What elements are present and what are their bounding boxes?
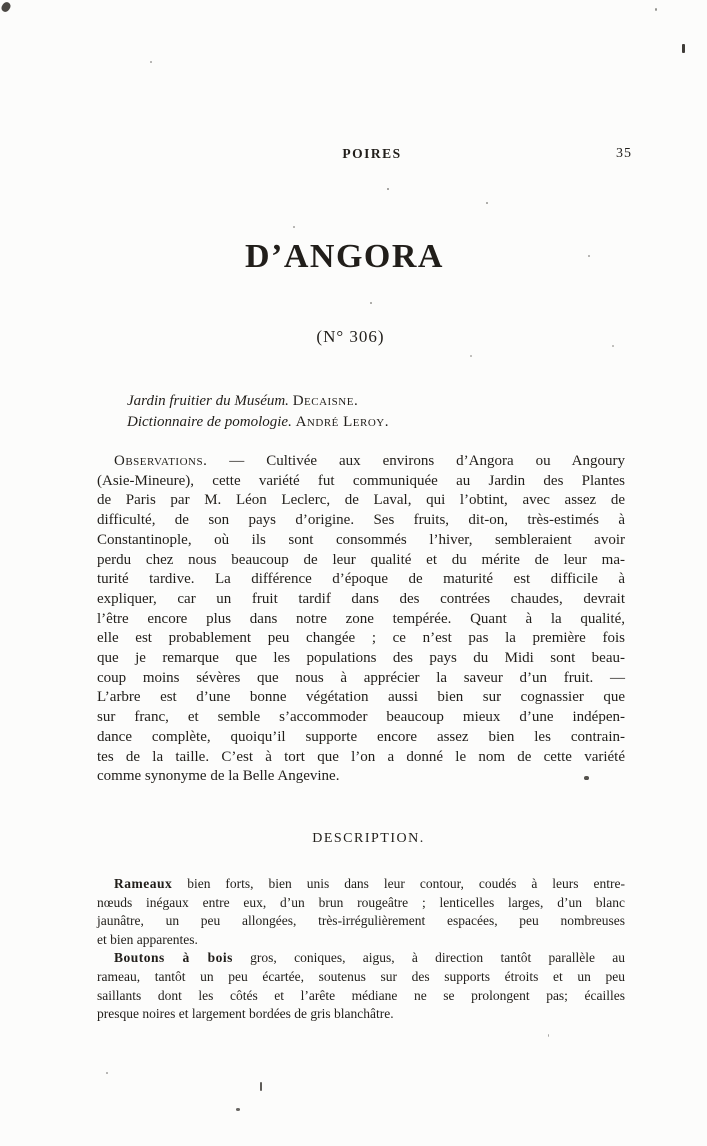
text-line — [97, 452, 625, 472]
text-line: nœuds inégaux entre eux, d’un brun rougeâtre ; lenticelles larges, d’un blanc — [97, 894, 625, 910]
text-run: — Cultivée aux environs d’Angora ou Angoury — [207, 453, 625, 469]
reference-author: Decaisne. — [292, 393, 359, 409]
text-line: presque noires et largement bordées de gris blanchâtre. — [97, 1006, 394, 1022]
text-line: jaunâtre, un peu allongées, très-irrégulièrement espacées, peu nombreuses — [97, 913, 625, 929]
scan-speck — [293, 226, 295, 228]
scan-speck — [548, 1034, 549, 1037]
scan-speck — [588, 255, 590, 257]
text-line: Constantinople, où ils sont consommés l’hiver, sembleraient avoir — [97, 531, 625, 548]
text-line: de Paris par M. Léon Leclerc, de Laval, qui l’obtint, avec assez de — [97, 492, 625, 509]
scan-speck — [612, 345, 614, 347]
scan-speck — [260, 1082, 262, 1091]
scan-speck — [370, 302, 372, 304]
text-line — [97, 949, 625, 968]
text-run: bien forts, bien unis dans leur contour, coudés à leurs entre- — [172, 876, 625, 891]
paragraph-lead: Rameaux — [114, 876, 173, 891]
text-line: et bien apparentes. — [97, 931, 198, 947]
page-number: 35 — [616, 146, 632, 161]
running-title: POIRES — [342, 146, 402, 161]
observations-paragraph — [97, 452, 625, 787]
text-line — [97, 875, 625, 894]
scan-speck — [584, 776, 589, 780]
text-line: saillants dont les côtés et l’arête médiane ne se prolongent pas; écailles — [97, 987, 625, 1003]
text-line: que je remarque que les populations des pays du Midi sont beau- — [97, 650, 625, 667]
reference-work: Jardin fruitier du Muséum. — [127, 393, 289, 409]
text-line: turité tardive. La différence d’époque de maturité est difficile à — [97, 571, 625, 588]
reference-item — [127, 391, 389, 412]
text-line: comme synonyme de la Belle Angevine. — [97, 768, 340, 785]
reference-work: Dictionnaire de pomologie. — [127, 414, 292, 430]
scan-speck — [486, 202, 488, 204]
text-line: L’arbre est d’une bonne végétation aussi bien sur cognassier que — [97, 689, 625, 706]
scan-speck — [387, 188, 389, 190]
text-line: expliquer, car un fruit tardif dans des contrées chaudes, devrait — [97, 590, 625, 607]
text-line: tes de la taille. C’est à tort que l’on a donné le nom de cette variété — [97, 748, 625, 765]
scan-speck — [150, 61, 152, 63]
scan-speck — [470, 355, 472, 357]
text-line: coup moins sévères que nous à apprécier la saveur d’un fruit. — — [97, 669, 625, 686]
page-header — [97, 146, 632, 164]
text-line: (Asie-Mineure), cette variété fut communiquée au Jardin des Plantes — [97, 472, 625, 489]
reference-author: André Leroy. — [295, 414, 389, 430]
text-run: gros, coniques, aigus, à direction tantôt parallèle au — [232, 950, 625, 966]
scan-speck — [236, 1108, 240, 1111]
text-line: dance complète, quoiqu’il supporte encore assez bien les contrain- — [97, 728, 625, 745]
description-heading: DESCRIPTION. — [312, 831, 425, 846]
variety-number: (N° 306) — [316, 327, 385, 346]
page-title: D’ANGORA — [245, 238, 444, 275]
text-line: sur franc, et semble s’accommoder beaucoup mieux d’une indépen- — [97, 709, 625, 726]
description-section — [97, 875, 625, 1024]
scan-speck — [106, 1072, 108, 1074]
scan-speck — [682, 44, 685, 53]
paragraph-lead: Observations. — [114, 453, 208, 469]
scan-speck — [655, 8, 657, 11]
text-line: elle est probablement peu changée ; ce n’est pas la première fois — [97, 630, 625, 647]
boutons-paragraph — [97, 949, 625, 1023]
paragraph-lead: Boutons à bois — [114, 950, 233, 966]
scan-speck — [0, 1, 12, 14]
text-line: perdu chez nous beaucoup de leur qualité et du mérite de leur ma- — [97, 551, 625, 568]
reference-list — [127, 391, 389, 433]
text-line: l’être encore plus dans notre zone tempérée. Quant à la qualité, — [97, 610, 625, 627]
text-line: difficulté, de son pays d’origine. Ses fruits, dit-on, très-estimés à — [97, 512, 625, 529]
rameaux-paragraph — [97, 875, 625, 949]
reference-item — [127, 412, 389, 433]
text-line: rameau, tantôt un peu écartée, soutenus sur des supports étroits et un peu — [97, 968, 625, 984]
